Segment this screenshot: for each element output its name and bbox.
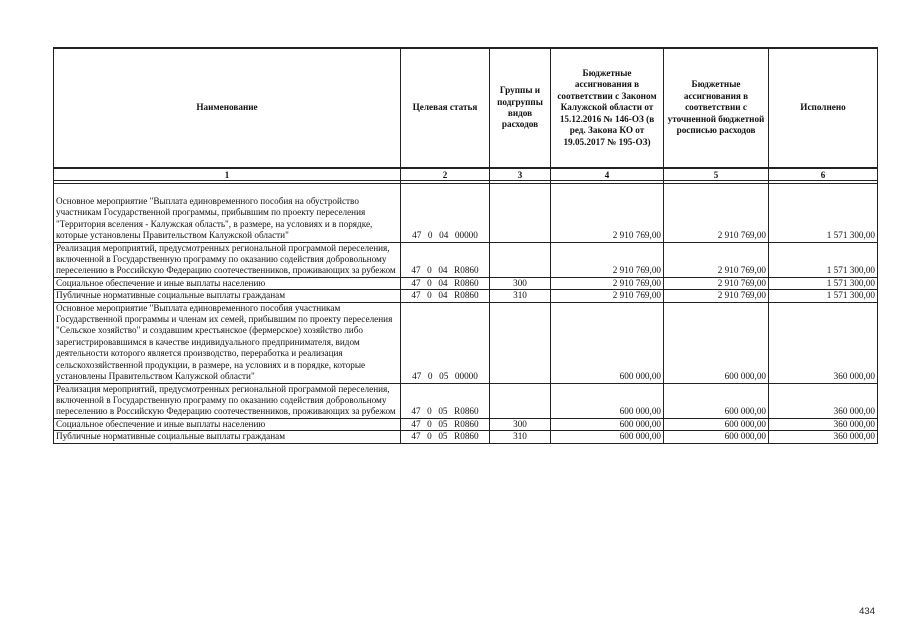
row-name: Основное мероприятие "Выплата единовременного пособия участникам Государственной программы и членам их семей, прибывшим по проекту переселения "Сельское хозяйство" и создавшим крестьянское (фермерское) хозяйство либо зарегистрировавшимся в качестве индивидуального предпринимателя, видом деятельности которого является производство, переработка и реализация сельскохозяйственной продукции, в размере, на условиях и в порядке, которые установлены Правительством Калужской области" [54, 302, 401, 383]
row-target-article: 47 0 05 R0860 [401, 383, 490, 418]
row-executed: 1 571 300,00 [769, 242, 878, 277]
row-name: Реализация мероприятий, предусмотренных региональной программой переселения, включенной в Государственную программу по оказанию содействия добровольному переселению в Российскую Федерацию соотечественников, проживающих за рубежом [54, 383, 401, 418]
column-number: 5 [664, 168, 769, 181]
column-number: 3 [490, 168, 551, 181]
table-row [54, 290, 878, 302]
row-budget-revised: 600 000,00 [664, 302, 769, 383]
row-expense-group: 300 [490, 277, 551, 289]
row-expense-group [490, 383, 551, 418]
header-budget-revised: Бюджетные ассигнования в соответствии с уточненной бюджетной росписью расходов [664, 48, 769, 168]
row-budget-revised: 600 000,00 [664, 418, 769, 430]
header-expense-groups: Группы и подгруппы видов расходов [490, 48, 551, 168]
row-executed: 360 000,00 [769, 431, 878, 443]
row-budget-revised: 600 000,00 [664, 383, 769, 418]
table-row [54, 431, 878, 443]
row-budget-law: 600 000,00 [551, 383, 664, 418]
column-number-row [54, 168, 878, 181]
row-budget-law: 600 000,00 [551, 418, 664, 430]
row-name: Реализация мероприятий, предусмотренных региональной программой переселения, включенной в Государственную программу по оказанию содействия добровольному переселению в Российскую Федерацию соотечественников, проживающих за рубежом [54, 242, 401, 277]
row-expense-group: 310 [490, 431, 551, 443]
row-name: Социальное обеспечение и иные выплаты населению [54, 418, 401, 430]
row-name: Публичные нормативные социальные выплаты гражданам [54, 290, 401, 302]
row-target-article: 47 0 04 00000 [401, 184, 490, 243]
header-name: Наименование [54, 48, 401, 168]
row-budget-law: 600 000,00 [551, 302, 664, 383]
column-number: 1 [54, 168, 401, 181]
row-expense-group [490, 242, 551, 277]
row-name: Публичные нормативные социальные выплаты гражданам [54, 431, 401, 443]
header-row [54, 48, 878, 168]
row-budget-revised: 600 000,00 [664, 431, 769, 443]
row-target-article: 47 0 04 R0860 [401, 290, 490, 302]
row-executed: 1 571 300,00 [769, 277, 878, 289]
row-budget-revised: 2 910 769,00 [664, 290, 769, 302]
row-budget-revised: 2 910 769,00 [664, 277, 769, 289]
row-target-article: 47 0 04 R0860 [401, 277, 490, 289]
row-executed: 360 000,00 [769, 383, 878, 418]
column-number: 2 [401, 168, 490, 181]
row-budget-revised: 2 910 769,00 [664, 242, 769, 277]
table-row [54, 383, 878, 418]
header-budget-law: Бюджетные ассигнования в соответствии с Законом Калужской области от 15.12.2016 № 146-ОЗ (в ред. Закона КО от 19.05.2017 № 195-ОЗ) [551, 48, 664, 168]
page-number: 434 [859, 606, 875, 617]
row-budget-law: 600 000,00 [551, 431, 664, 443]
column-number: 6 [769, 168, 878, 181]
row-budget-law: 2 910 769,00 [551, 242, 664, 277]
table-row [54, 302, 878, 383]
table-row [54, 418, 878, 430]
row-budget-law: 2 910 769,00 [551, 184, 664, 243]
row-target-article: 47 0 05 00000 [401, 302, 490, 383]
header-executed: Исполнено [769, 48, 878, 168]
row-target-article: 47 0 05 R0860 [401, 431, 490, 443]
row-target-article: 47 0 04 R0860 [401, 242, 490, 277]
row-expense-group [490, 302, 551, 383]
row-expense-group: 310 [490, 290, 551, 302]
row-executed: 360 000,00 [769, 418, 878, 430]
table-row [54, 184, 878, 243]
row-budget-revised: 2 910 769,00 [664, 184, 769, 243]
row-executed: 1 571 300,00 [769, 184, 878, 243]
row-name: Основное мероприятие "Выплата единовременного пособия на обустройство участникам Государственной программы, прибывшим по проекту переселения "Территория вселения - Калужская область", в размере, на условиях и в порядке, которые установлены Правительством Калужской области" [54, 184, 401, 243]
budget-execution-table [53, 47, 878, 444]
row-name: Социальное обеспечение и иные выплаты населению [54, 277, 401, 289]
row-executed: 360 000,00 [769, 302, 878, 383]
header-target-article: Целевая статья [401, 48, 490, 168]
row-expense-group [490, 184, 551, 243]
row-expense-group: 300 [490, 418, 551, 430]
table-row [54, 242, 878, 277]
row-budget-law: 2 910 769,00 [551, 290, 664, 302]
row-target-article: 47 0 05 R0860 [401, 418, 490, 430]
row-executed: 1 571 300,00 [769, 290, 878, 302]
row-budget-law: 2 910 769,00 [551, 277, 664, 289]
column-number: 4 [551, 168, 664, 181]
table-row [54, 277, 878, 289]
